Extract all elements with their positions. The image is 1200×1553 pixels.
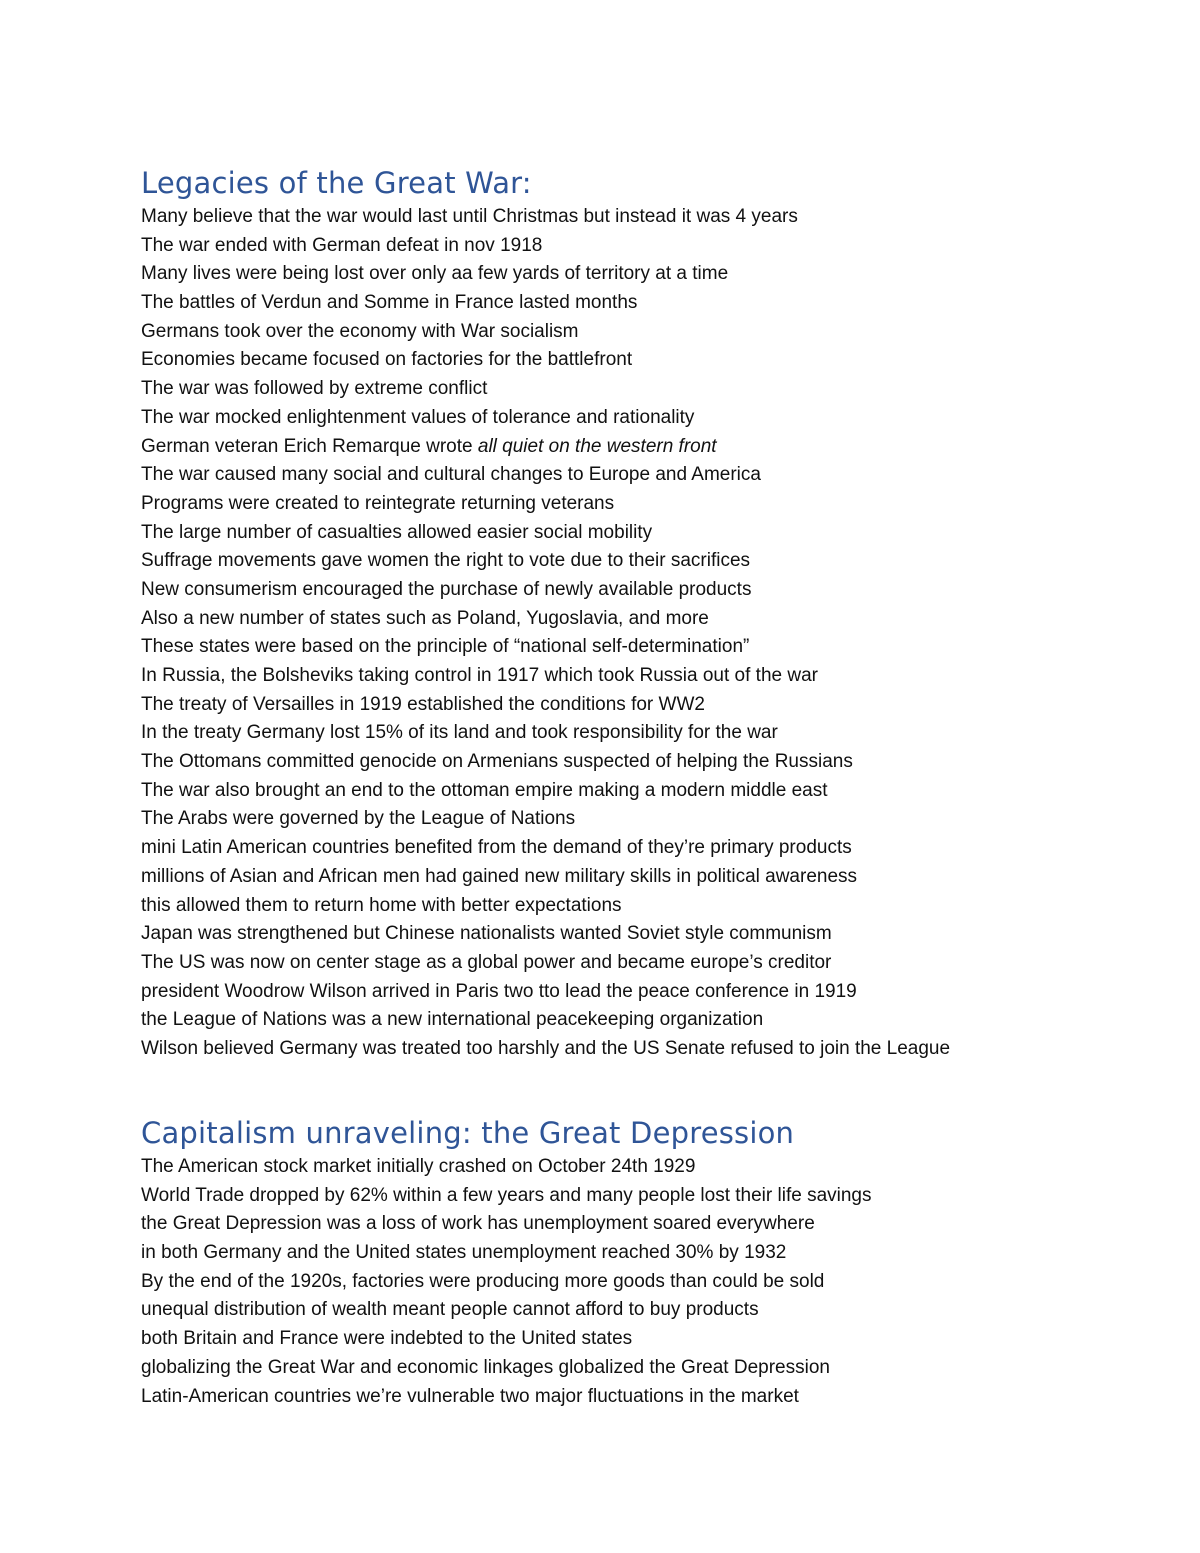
note-lines bbox=[141, 203, 1141, 1064]
note-line: By the end of the 1920s, factories were producing more goods than could be sold bbox=[141, 1270, 825, 1292]
note-line: The war was followed by extreme conflict bbox=[141, 378, 488, 400]
note-lines bbox=[141, 1153, 1141, 1411]
note-line: The American stock market initially crashed on October 24th 1929 bbox=[141, 1156, 696, 1177]
note-line: Economies became focused on factories for the battlefront bbox=[141, 349, 633, 371]
note-line-with-book-title bbox=[141, 433, 1141, 462]
note-line: In Russia, the Bolsheviks taking control in 1917 which took Russia out of the war bbox=[141, 665, 818, 686]
note-line: Programs were created to reintegrate returning veterans bbox=[141, 492, 615, 514]
section-legacies-of-the-great-war bbox=[141, 163, 1141, 1064]
note-line: The war also brought an end to the ottoman empire making a modern middle east bbox=[141, 779, 828, 801]
note-line: president Woodrow Wilson arrived in Paris two tto lead the peace conference in 1919 bbox=[141, 980, 857, 1002]
note-line: The war ended with German defeat in nov 1918 bbox=[141, 234, 543, 256]
note-line: globalizing the Great War and economic linkages globalized the Great Depression bbox=[141, 1356, 830, 1378]
note-line: Japan was strengthened but Chinese nationalists wanted Soviet style communism bbox=[141, 923, 832, 945]
note-line: These states were based on the principle of “national self-determination” bbox=[141, 636, 750, 658]
note-line: The battles of Verdun and Somme in France lasted months bbox=[141, 292, 638, 314]
note-line: both Britain and France were indebted to the United states bbox=[141, 1328, 633, 1350]
note-line: Latin-American countries we’re vulnerable two major fluctuations in the market bbox=[141, 1385, 799, 1407]
note-line: Many lives were being lost over only aa few yards of territory at a time bbox=[141, 263, 729, 285]
book-title: all quiet on the western front bbox=[477, 435, 717, 457]
note-line: Also a new number of states such as Poland, Yugoslavia, and more bbox=[141, 607, 709, 629]
note-line: The war mocked enlightenment values of tolerance and rationality bbox=[141, 406, 695, 428]
section-great-depression bbox=[141, 1113, 1141, 1411]
note-line: mini Latin American countries benefited from the demand of they’re primary products bbox=[141, 837, 852, 859]
note-line: World Trade dropped by 62% within a few years and many people lost their life savings bbox=[141, 1184, 872, 1206]
note-line: New consumerism encouraged the purchase of newly available products bbox=[141, 578, 752, 600]
note-line: The Ottomans committed genocide on Armenians suspected of helping the Russians bbox=[141, 751, 853, 773]
note-line: millions of Asian and African men had gained new military skills in political awareness bbox=[141, 865, 858, 887]
note-line-text: German veteran Erich Remarque wrote bbox=[141, 435, 478, 457]
note-line: this allowed them to return home with better expectations bbox=[141, 894, 622, 916]
section-heading: Capitalism unraveling: the Great Depression bbox=[141, 1116, 795, 1150]
note-line: Many believe that the war would last until Christmas but instead it was 4 years bbox=[141, 206, 798, 227]
note-line: The Arabs were governed by the League of Nations bbox=[141, 808, 576, 830]
note-line: the Great Depression was a loss of work has unemployment soared everywhere bbox=[141, 1213, 815, 1235]
note-line: Suffrage movements gave women the right to vote due to their sacrifices bbox=[141, 550, 751, 572]
note-line: Germans took over the economy with War socialism bbox=[141, 320, 579, 342]
note-line: in both Germany and the United states unemployment reached 30% by 1932 bbox=[141, 1242, 787, 1264]
note-line: In the treaty Germany lost 15% of its land and took responsibility for the war bbox=[141, 722, 778, 744]
note-line: Wilson believed Germany was treated too harshly and the US Senate refused to join the League bbox=[141, 1037, 951, 1059]
note-line: The large number of casualties allowed easier social mobility bbox=[141, 521, 653, 543]
note-line: the League of Nations was a new international peacekeeping organization bbox=[141, 1009, 764, 1031]
note-line: The US was now on center stage as a global power and became europe’s creditor bbox=[141, 951, 832, 973]
note-line: unequal distribution of wealth meant people cannot afford to buy products bbox=[141, 1299, 759, 1321]
note-line: The war caused many social and cultural changes to Europe and America bbox=[141, 464, 761, 486]
note-line: The treaty of Versailles in 1919 established the conditions for WW2 bbox=[141, 693, 705, 715]
section-heading: Legacies of the Great War: bbox=[141, 166, 532, 200]
